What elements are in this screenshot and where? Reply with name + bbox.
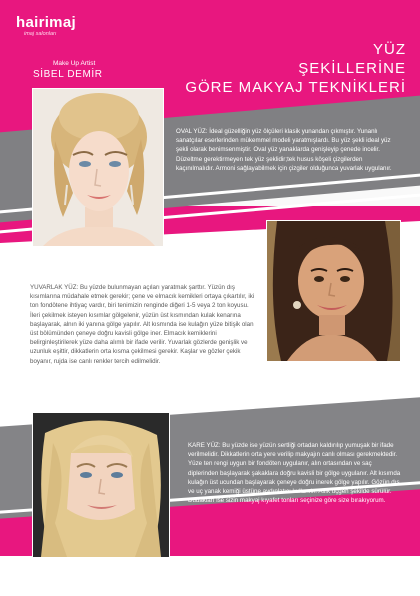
oval-face-text: OVAL YÜZ: İdeal güzelliğin yüz ölçüleri klasik yunandan çıkmıştır. Yunanlı sanatçılar eserlerinden mükemmel modeli yaratmışlardı. Bu yüz şekli ideal yüz şekli olarak benimsenmiştir. Oval yüz yanaklarda genişleyip çenede incelir. Düzeltme gerektirmeyen tek yüz şeklidir;tek husus köşeli çizgilerden kaçınılmalıdır. Armoni sağlayabilmek için çizgiler olduğunca yuvarlak uygulanır. <box>176 128 392 172</box>
page-title-line: GÖRE MAKYAJ TEKNİKLERİ <box>185 79 406 96</box>
artist-name: SİBEL DEMİR <box>33 69 103 80</box>
footer-white-panel <box>0 556 420 596</box>
portrait-photo-square <box>32 412 170 558</box>
page-title-line: YÜZ <box>373 41 406 58</box>
round-face-text: YUVARLAK YÜZ: Bu yüzde bulunmayan açıları yaratmak şarttır. Yüzün dış kısımlarına müdahale etmek gerekir; çene ve elmacık kemikleri ortaya çıkartılır, iki ton fondötene ihtiyaç vardır, biri tenimizin renginde diğeri 1-5 veya 2 ton koyusu. İleri çekilmek isteyen kısımlar gölgelenir, yüzün üst kısmından kulak kenarına başlayarak, alnın iki yanına gölge yapılır. Alt kısmında ise kulağın yüze bitişik olan üst bölümünden çeneye doğru kavisli gölge iner. Elmacık kemiklerini belirginleştirilerek yüze daha alımlı bir ifade verilir. Yuvarlak gözlerde genişlik ve uzunluk eşittir, dikkatlerin orta kısma çekilmesi gerekir. Kaşlar ve gözler çekik boyanır, rujda ise canlı renkler tercih edilmelidir. <box>30 284 255 365</box>
portrait-photo-oval <box>32 88 164 247</box>
artist-role: Make Up Artist <box>53 60 96 67</box>
brand-tagline: imaj salonları <box>24 31 57 37</box>
page-title <box>156 40 406 97</box>
page-title-line: ŞEKİLLERİNE <box>298 60 406 77</box>
square-face-text: KARE YÜZ: Bu yüzde ise yüzün sertliği ortadan kaldırılıp yumuşak bir ifade verilmelidir. Dikkatlerin orta yere verilip makyajın canlı olması gerekmektedir. Yüze ten rengi uygun bir fondöten uygulanır, alın ortasından ve saç diplerinden başlayarak şakaklara doğru kavisli bir gölge uygulanır. Alt kısımda kulağın üst ucundan başlayarak çeneye doğru inerek gölge yapılır. Gözün dış ve uç yanak kemiği üstüne aydınlatıcı kullanılır. Allık üçgen şekilde sürülür. Dudakları ise sizin makyaj kıyafet tonları seçinize göre size bırakıyorum. <box>188 442 401 505</box>
brand-logo: hairimaj <box>16 14 76 31</box>
portrait-photo-round <box>266 220 401 362</box>
